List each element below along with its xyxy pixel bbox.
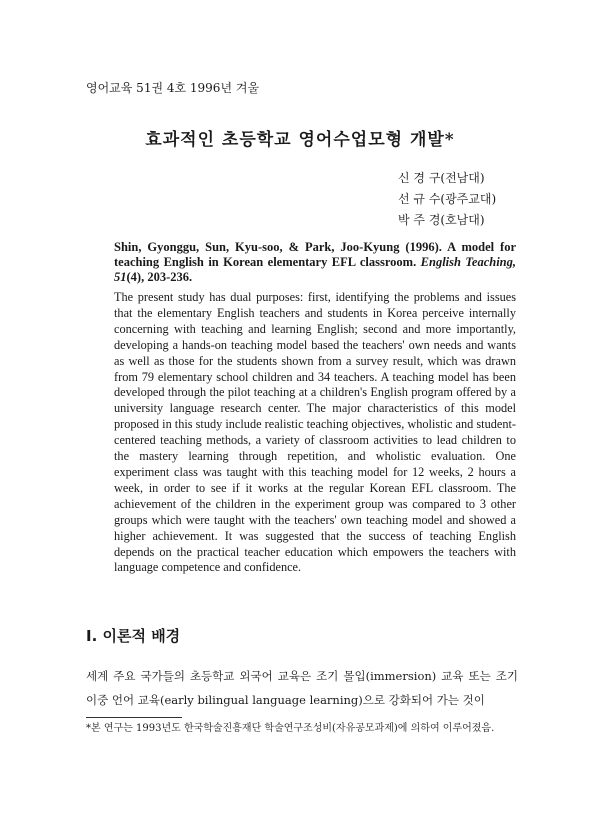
- author-affiliation: (전남대): [440, 171, 485, 185]
- footnote-divider: [86, 717, 182, 718]
- article-title: 효과적인 초등학교 영어수업모형 개발*: [145, 130, 455, 150]
- citation-journal: English Teaching, 51: [114, 255, 516, 284]
- citation: [114, 240, 516, 285]
- citation-authors: Shin, Gyonggu, Sun, Kyu-soo, & Park, Joo-Kyung (1996).: [114, 240, 442, 254]
- author-list: [398, 168, 496, 231]
- section-heading: I. 이론적 배경: [86, 627, 181, 645]
- citation-pages: , 203-236.: [141, 270, 193, 284]
- author-name: 신 경 구: [398, 171, 441, 185]
- author-entry: [398, 189, 496, 210]
- citation-issue: (4): [126, 270, 142, 284]
- author-entry: [398, 210, 496, 231]
- author-affiliation: (광주교대): [440, 192, 497, 206]
- citation-title: A model for teaching English in Korean elementary EFL classroom.: [114, 240, 517, 269]
- author-entry: [398, 168, 496, 189]
- footnote: *본 연구는 1993년도 한국학술진흥재단 학술연구조성비(자유공모과제)에 의하여 이루어졌음.: [86, 723, 495, 734]
- body-paragraph: 세계 주요 국가들의 초등학교 외국어 교육은 조기 몰입(immersion) 교육 또는 조기 이중 언어 교육(early bilingual language learning)으로 강화되어 가는 것이: [86, 669, 518, 707]
- author-name: 선 규 수: [398, 192, 441, 206]
- author-affiliation: (호남대): [440, 213, 485, 227]
- running-header: 영어교육 51권 4호 1996년 겨울: [86, 81, 260, 95]
- author-name: 박 주 경: [398, 213, 441, 227]
- abstract: The present study has dual purposes: first, identifying the problems and issues that the elementary English teachers and students in Korea perceive internally concerning with teaching and learning English; second and more importantly, developing a hands-on teaching model based the teachers' own needs and wants as well as those for the students shown from a survey result, which was drawn from 79 elementary school children and 34 teachers. A teaching model has been developed through the pilot teaching at a children's English program offered by a university language research center. The major characteristics of this model proposed in this study include realistic teaching objectives, wholistic and student-centered teaching methods, a variety of classroom activities to lead children to the mastery learning through repetition, and wholistic evaluation. One experiment class was taught with this teaching model for 12 weeks, 2 hours a week, in order to see if it works at the regular Korean EFL classroom. The achievement of the children in the experiment group was compared to 3 other groups which were taught with the teachers' own teaching model and showed a higher achievement. It was suggested that the success of teaching English depends on the practical teacher education which empowers the teachers with language competence and confidence.: [114, 290, 516, 575]
